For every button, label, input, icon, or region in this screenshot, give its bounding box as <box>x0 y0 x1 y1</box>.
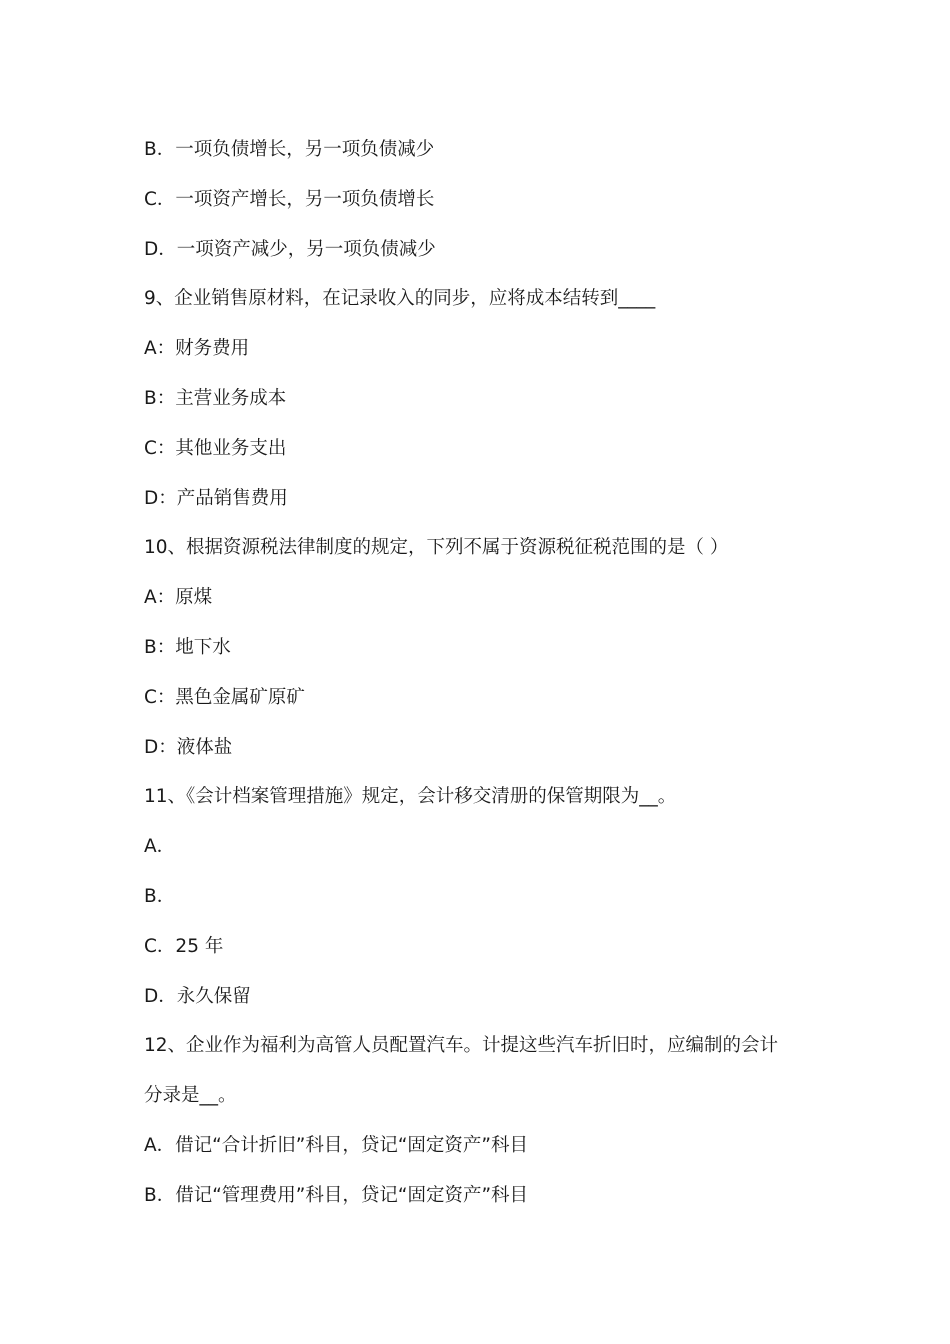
option-12a: A．借记“合计折旧”科目，贷记“固定资产”科目 <box>144 1134 528 1156</box>
option-8c: C．一项资产增长，另一项负债增长 <box>144 188 435 210</box>
option-11d: D．永久保留 <box>144 985 251 1007</box>
option-9c: C：其他业务支出 <box>144 437 287 459</box>
option-10b: B：地下水 <box>144 636 231 658</box>
option-8b: B．一项负债增长，另一项负债减少 <box>144 139 435 160</box>
option-8d: D．一项资产减少，另一项负债减少 <box>144 238 436 260</box>
option-10c: C：黑色金属矿原矿 <box>144 686 305 708</box>
question-12-line-2: 分录是__。 <box>144 1085 237 1107</box>
option-11a: A． <box>144 836 176 858</box>
question-10: 10、根据资源税法律制度的规定，下列不属于资源税征税范围的是（ ） <box>144 537 729 559</box>
question-11: 11、《会计档案管理措施》规定，会计移交清册的保管期限为__。 <box>144 786 677 808</box>
option-9d: D：产品销售费用 <box>144 487 288 509</box>
option-12b: B．借记“管理费用”科目，贷记“固定资产”科目 <box>144 1184 529 1206</box>
question-12-line-1: 12、企业作为福利为高管人员配置汽车。计提这些汽车折旧时，应编制的会计 <box>144 1035 779 1057</box>
option-11b: B． <box>144 885 176 907</box>
option-10d: D：液体盐 <box>144 736 233 758</box>
option-10a: A：原煤 <box>144 587 213 609</box>
option-9b: B：主营业务成本 <box>144 387 287 409</box>
document-content <box>144 137 824 1233</box>
question-9: 9、企业销售原材料，在记录收入的同步，应将成本结转到____ <box>144 288 656 310</box>
option-11c: C．25 年 <box>144 935 224 957</box>
option-9a: A：财务费用 <box>144 338 250 360</box>
